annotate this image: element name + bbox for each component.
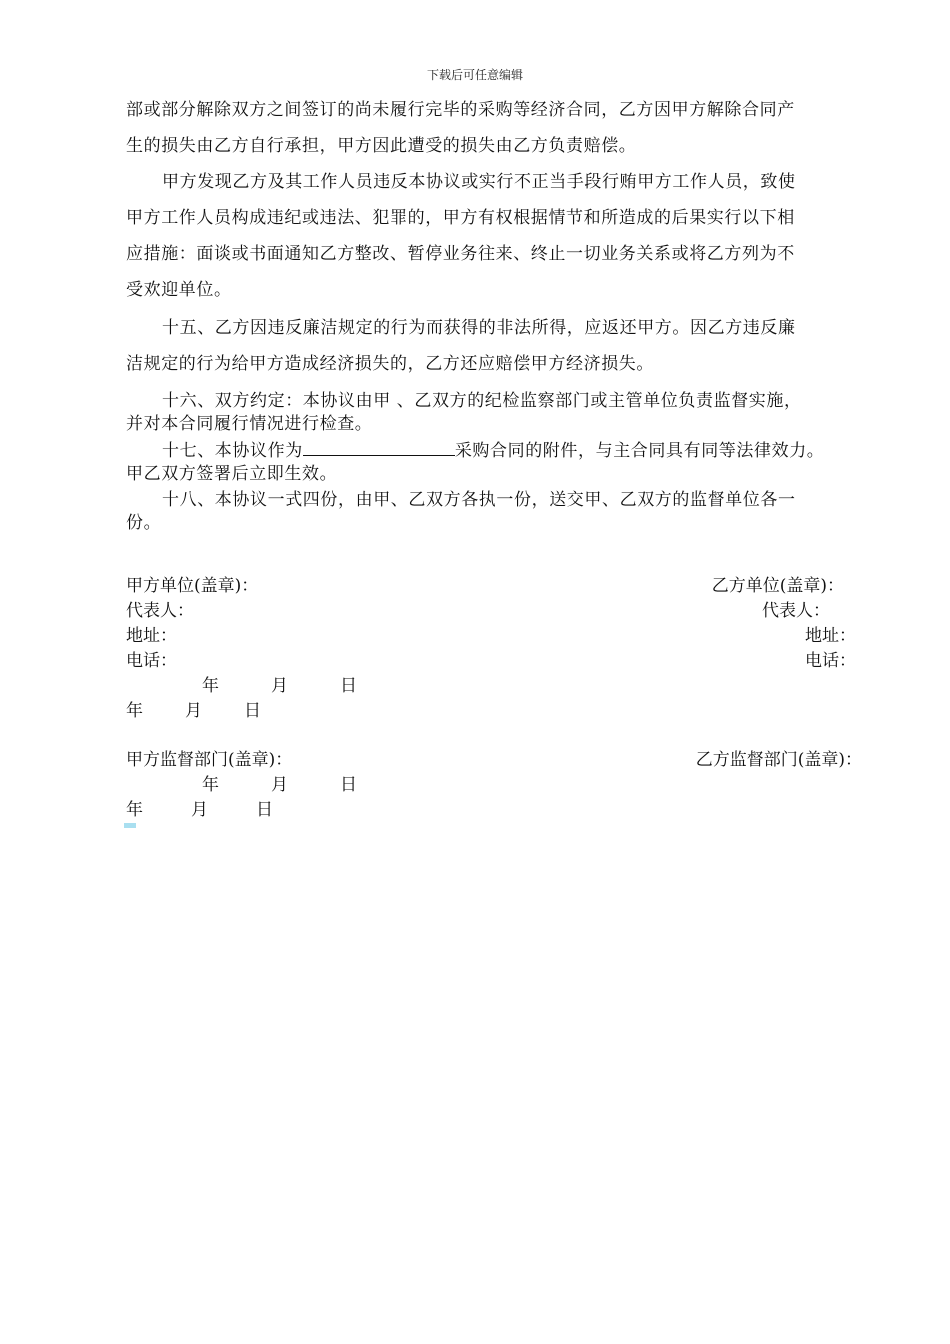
- date-day: 日: [340, 775, 357, 795]
- text-line: 甲方发现乙方及其工作人员违反本协议或实行不正当手段行贿甲方工作人员，致使: [162, 172, 796, 192]
- paragraph-termination: [126, 92, 862, 164]
- date-year: 年: [202, 676, 219, 696]
- party-b-unit-label: 乙方单位(盖章)：: [711, 576, 844, 596]
- paragraph-measures: [126, 164, 862, 308]
- clause-18: [126, 489, 862, 535]
- party-a-rep-label: 代表人：: [126, 601, 194, 621]
- date-day: 日: [244, 701, 261, 721]
- text-line: 十八、本协议一式四份，由甲、乙双方各执一份，送交甲、乙双方的监督单位各一: [162, 490, 796, 510]
- text-line: 份。: [126, 513, 162, 533]
- party-b-date: [126, 700, 261, 722]
- date-month: 月: [191, 800, 208, 820]
- date-year: 年: [126, 800, 143, 820]
- header-note: 下载后可任意编辑: [426, 68, 523, 82]
- text-line: 应措施：面谈或书面通知乙方整改、暂停业务往来、终止一切业务关系或将乙方列为不: [126, 244, 795, 264]
- text-line: 十六、双方约定：本协议由甲 、乙双方的纪检监察部门或主管单位负责监督实施，: [162, 391, 802, 411]
- party-b-supervisor-date: [126, 799, 273, 821]
- text-line: 甲方工作人员构成违纪或违法、犯罪的，甲方有权根据情节和所造成的后果实行以下相: [126, 208, 795, 228]
- party-b-phone-label: 电话：: [805, 651, 856, 671]
- date-year: 年: [126, 701, 143, 721]
- date-day: 日: [256, 800, 273, 820]
- text-line: [126, 440, 862, 463]
- party-b-rep-label: 代表人：: [762, 601, 830, 621]
- party-a-addr-label: 地址：: [126, 626, 177, 646]
- text-line: 甲乙双方签署后立即生效。: [126, 464, 338, 484]
- party-a-supervisor-label: 甲方监督部门(盖章)：: [126, 750, 293, 770]
- clause-15: [126, 310, 862, 382]
- text-line: 部或部分解除双方之间签订的尚未履行完毕的采购等经济合同，乙方因甲方解除合同产: [126, 100, 795, 120]
- date-month: 月: [271, 775, 288, 795]
- party-b-addr-label: 地址：: [805, 626, 856, 646]
- contract-name-blank: [303, 440, 455, 456]
- text-cursor-marker: [124, 823, 136, 828]
- party-b-supervisor-label: 乙方监督部门(盖章)：: [695, 750, 862, 770]
- text-line: 并对本合同履行情况进行检查。: [126, 414, 373, 434]
- text-line: 十五、乙方因违反廉洁规定的行为而获得的非法所得，应返还甲方。因乙方违反廉: [162, 318, 796, 338]
- clause-16: [126, 390, 862, 436]
- party-a-phone-label: 电话：: [126, 651, 177, 671]
- clause-17: [126, 440, 862, 486]
- date-day: 日: [340, 676, 357, 696]
- date-year: 年: [202, 775, 219, 795]
- clause-17-prefix: 十七、本协议作为: [162, 441, 303, 461]
- party-a-unit-label: 甲方单位(盖章)：: [126, 576, 259, 596]
- text-line: 受欢迎单位。: [126, 280, 232, 300]
- clause-17-suffix: 采购合同的附件，与主合同具有同等法律效力。: [454, 441, 825, 461]
- date-month: 月: [271, 676, 288, 696]
- party-a-date: [202, 675, 357, 697]
- date-month: 月: [185, 701, 202, 721]
- text-line: 洁规定的行为给甲方造成经济损失的，乙方还应赔偿甲方经济损失。: [126, 354, 654, 374]
- party-a-supervisor-date: [202, 774, 357, 796]
- text-line: 生的损失由乙方自行承担，甲方因此遭受的损失由乙方负责赔偿。: [126, 136, 637, 156]
